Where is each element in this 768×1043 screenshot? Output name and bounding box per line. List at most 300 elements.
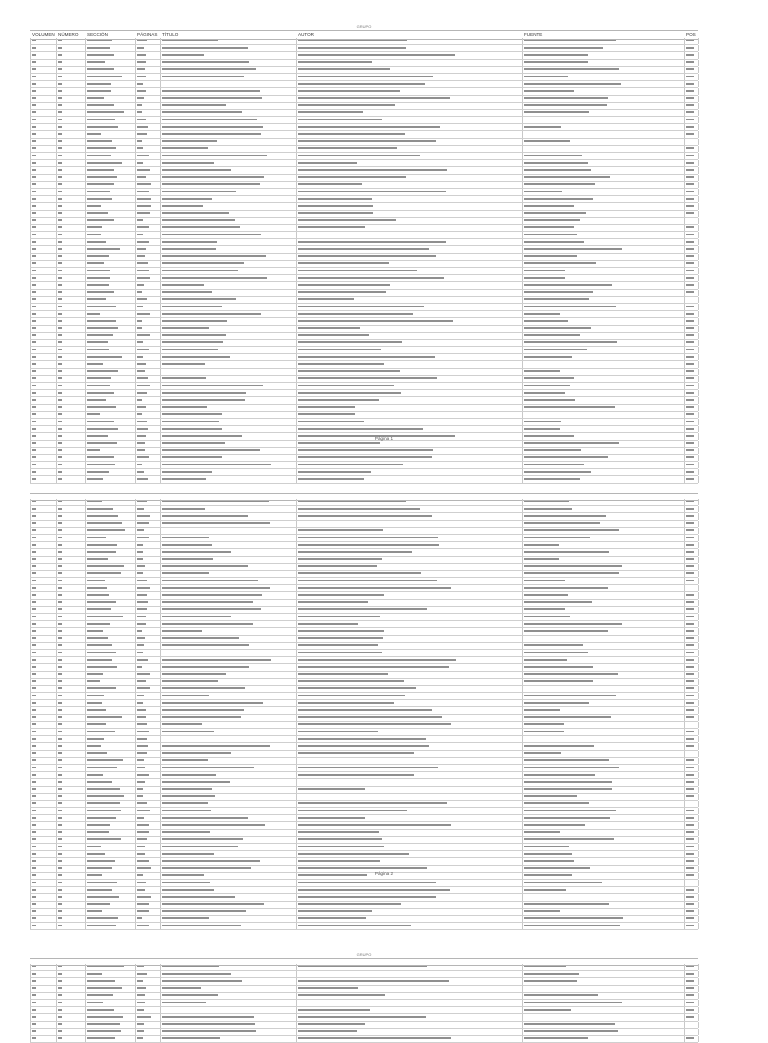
table-cell bbox=[58, 68, 62, 70]
table-cell bbox=[686, 529, 694, 531]
table-cell bbox=[524, 234, 577, 236]
table-cell bbox=[298, 255, 436, 257]
table-cell bbox=[137, 608, 147, 610]
table-cell bbox=[137, 846, 145, 848]
table-row bbox=[30, 318, 698, 325]
table-cell bbox=[32, 349, 36, 351]
table-cell bbox=[87, 795, 124, 797]
table-cell bbox=[162, 987, 201, 989]
table-cell bbox=[137, 334, 150, 336]
table-cell bbox=[32, 587, 36, 589]
table-cell bbox=[686, 817, 694, 819]
table-cell bbox=[298, 580, 437, 582]
table-cell bbox=[58, 882, 62, 884]
table-cell bbox=[524, 515, 606, 517]
table-row bbox=[30, 650, 698, 657]
table-cell bbox=[32, 234, 36, 236]
table-cell bbox=[686, 745, 694, 747]
table-cell bbox=[524, 652, 588, 654]
table-cell bbox=[137, 449, 145, 451]
table-cell bbox=[58, 680, 62, 682]
table-row bbox=[30, 1000, 698, 1007]
table-cell bbox=[137, 860, 149, 862]
table-cell bbox=[686, 277, 694, 279]
table-cell bbox=[524, 449, 581, 451]
table-cell bbox=[298, 774, 414, 776]
table-cell bbox=[686, 630, 694, 632]
table-cell bbox=[162, 925, 241, 927]
table-cell bbox=[87, 709, 106, 711]
table-cell bbox=[32, 262, 36, 264]
table-cell bbox=[137, 810, 150, 812]
table-cell bbox=[137, 83, 143, 85]
table-cell bbox=[686, 270, 694, 272]
table-cell bbox=[32, 702, 36, 704]
table-cell bbox=[524, 723, 564, 725]
table-cell bbox=[87, 471, 109, 473]
table-cell bbox=[298, 270, 417, 272]
table-cell bbox=[137, 248, 146, 250]
table-cell bbox=[87, 1016, 123, 1018]
table-cell bbox=[686, 226, 694, 228]
table-cell bbox=[162, 212, 229, 214]
table-cell bbox=[524, 630, 608, 632]
table-cell bbox=[87, 659, 112, 661]
table-cell bbox=[32, 320, 36, 322]
table-cell bbox=[162, 248, 216, 250]
table-row bbox=[30, 729, 698, 736]
table-cell bbox=[162, 831, 210, 833]
table-row bbox=[30, 376, 698, 383]
table-cell bbox=[298, 284, 390, 286]
table-cell bbox=[87, 90, 111, 92]
table-body bbox=[30, 964, 698, 1043]
table-cell bbox=[524, 219, 580, 221]
table-cell bbox=[137, 262, 148, 264]
table-cell bbox=[298, 219, 396, 221]
table-cell bbox=[298, 205, 373, 207]
table-cell bbox=[298, 695, 405, 697]
table-cell bbox=[162, 140, 217, 142]
table-cell bbox=[32, 608, 36, 610]
table-cell bbox=[58, 284, 62, 286]
table-cell bbox=[87, 370, 118, 372]
table-cell bbox=[298, 68, 390, 70]
table-row bbox=[30, 469, 698, 476]
table-cell bbox=[32, 478, 36, 480]
table-row bbox=[30, 887, 698, 894]
table-cell bbox=[686, 608, 694, 610]
table-cell bbox=[298, 810, 407, 812]
table-row bbox=[30, 686, 698, 693]
table-cell bbox=[298, 752, 414, 754]
table-cell bbox=[162, 456, 222, 458]
table-cell bbox=[298, 413, 355, 415]
table-cell bbox=[137, 565, 145, 567]
table-body bbox=[30, 499, 698, 930]
table-cell bbox=[298, 994, 385, 996]
table-cell bbox=[524, 788, 612, 790]
table-cell bbox=[32, 111, 36, 113]
table-row bbox=[30, 333, 698, 340]
table-cell bbox=[524, 428, 560, 430]
table-cell bbox=[58, 349, 62, 351]
table-cell bbox=[686, 565, 694, 567]
table-row bbox=[30, 369, 698, 376]
table-cell bbox=[686, 637, 694, 639]
table-cell bbox=[686, 580, 694, 582]
table-cell bbox=[524, 111, 589, 113]
table-cell bbox=[32, 824, 36, 826]
table-cell bbox=[87, 413, 100, 415]
table-cell bbox=[87, 616, 123, 618]
table-cell bbox=[162, 501, 269, 503]
table-cell bbox=[32, 709, 36, 711]
table-cell bbox=[686, 767, 694, 769]
table-row bbox=[30, 131, 698, 138]
table-row bbox=[30, 45, 698, 52]
table-cell bbox=[58, 637, 62, 639]
table-cell bbox=[137, 219, 143, 221]
table-cell bbox=[298, 838, 382, 840]
table-cell bbox=[87, 529, 125, 531]
column-header-seccion: SECCIÓN bbox=[87, 32, 108, 37]
table-cell bbox=[32, 738, 36, 740]
table-cell bbox=[137, 973, 147, 975]
table-cell bbox=[162, 630, 202, 632]
table-cell bbox=[87, 349, 109, 351]
table-cell bbox=[686, 987, 694, 989]
table-cell bbox=[58, 248, 62, 250]
table-cell bbox=[58, 169, 62, 171]
table-cell bbox=[524, 716, 611, 718]
table-row bbox=[30, 254, 698, 261]
table-cell bbox=[32, 925, 36, 927]
table-cell bbox=[137, 399, 142, 401]
table-cell bbox=[137, 544, 143, 546]
table-cell bbox=[524, 565, 622, 567]
table-row bbox=[30, 557, 698, 564]
table-cell bbox=[524, 464, 584, 466]
table-cell bbox=[58, 838, 62, 840]
table-cell bbox=[137, 966, 144, 968]
table-cell bbox=[137, 673, 150, 675]
table-cell bbox=[32, 529, 36, 531]
table-cell bbox=[162, 277, 267, 279]
table-cell bbox=[298, 673, 388, 675]
table-cell bbox=[524, 973, 579, 975]
table-cell bbox=[58, 298, 62, 300]
table-cell bbox=[32, 191, 36, 193]
table-cell bbox=[58, 716, 62, 718]
table-cell bbox=[32, 298, 36, 300]
table-cell bbox=[87, 428, 118, 430]
table-cell bbox=[686, 183, 694, 185]
table-cell bbox=[298, 162, 357, 164]
table-cell bbox=[524, 587, 608, 589]
table-cell bbox=[137, 392, 147, 394]
table-cell bbox=[524, 262, 596, 264]
table-cell bbox=[58, 889, 62, 891]
table-row bbox=[30, 196, 698, 203]
table-cell bbox=[87, 501, 102, 503]
table-cell bbox=[137, 802, 147, 804]
table-row bbox=[30, 578, 698, 585]
table-cell bbox=[524, 522, 600, 524]
table-cell bbox=[137, 508, 144, 510]
table-cell bbox=[32, 980, 36, 982]
table-cell bbox=[686, 68, 694, 70]
table-cell bbox=[686, 155, 694, 157]
table-cell bbox=[162, 745, 270, 747]
table-cell bbox=[32, 140, 36, 142]
table-cell bbox=[87, 291, 114, 293]
table-cell bbox=[87, 119, 115, 121]
table-cell bbox=[58, 860, 62, 862]
table-cell bbox=[162, 234, 261, 236]
table-cell bbox=[32, 966, 36, 968]
table-cell bbox=[137, 442, 145, 444]
table-cell bbox=[87, 788, 120, 790]
table-cell bbox=[162, 623, 253, 625]
table-cell bbox=[58, 377, 62, 379]
table-cell bbox=[162, 752, 231, 754]
table-cell bbox=[58, 442, 62, 444]
table-cell bbox=[686, 147, 694, 149]
table-cell bbox=[87, 652, 116, 654]
table-cell bbox=[32, 994, 36, 996]
table-row bbox=[30, 218, 698, 225]
table-cell bbox=[58, 767, 62, 769]
table-cell bbox=[298, 334, 369, 336]
table-row bbox=[30, 715, 698, 722]
table-cell bbox=[686, 126, 694, 128]
table-cell bbox=[58, 966, 62, 968]
table-cell bbox=[686, 515, 694, 517]
table-cell bbox=[58, 399, 62, 401]
table-cell bbox=[298, 680, 404, 682]
table-row bbox=[30, 751, 698, 758]
table-cell bbox=[32, 428, 36, 430]
table-cell bbox=[298, 40, 407, 42]
table-cell bbox=[137, 97, 144, 99]
table-cell bbox=[32, 327, 36, 329]
table-cell bbox=[686, 508, 694, 510]
table-cell bbox=[298, 83, 425, 85]
table-row bbox=[30, 808, 698, 815]
table-cell bbox=[162, 385, 263, 387]
table-cell bbox=[298, 745, 429, 747]
table-cell bbox=[137, 456, 149, 458]
table-cell bbox=[298, 370, 400, 372]
table-row bbox=[30, 390, 698, 397]
table-cell bbox=[524, 76, 568, 78]
table-cell bbox=[87, 234, 101, 236]
table-cell bbox=[32, 1016, 36, 1018]
table-cell bbox=[58, 594, 62, 596]
table-cell bbox=[58, 759, 62, 761]
table-cell bbox=[87, 666, 117, 668]
table-cell bbox=[686, 320, 694, 322]
page-footer-1: Página 1 bbox=[374, 436, 394, 441]
table-cell bbox=[524, 925, 620, 927]
table-cell bbox=[87, 966, 124, 968]
table-cell bbox=[298, 277, 444, 279]
table-row bbox=[30, 993, 698, 1000]
table-row bbox=[30, 397, 698, 404]
table-cell bbox=[137, 1002, 145, 1004]
table-cell bbox=[137, 356, 143, 358]
table-cell bbox=[298, 212, 373, 214]
table-cell bbox=[686, 644, 694, 646]
table-cell bbox=[87, 334, 113, 336]
table-cell bbox=[298, 630, 384, 632]
table-cell bbox=[87, 126, 118, 128]
table-row bbox=[30, 600, 698, 607]
table-cell bbox=[58, 731, 62, 733]
table-cell bbox=[87, 637, 108, 639]
table-cell bbox=[58, 356, 62, 358]
table-cell bbox=[686, 356, 694, 358]
table-cell bbox=[32, 61, 36, 63]
table-cell bbox=[162, 973, 231, 975]
table-cell bbox=[137, 889, 145, 891]
table-cell bbox=[137, 994, 145, 996]
table-cell bbox=[58, 544, 62, 546]
table-cell bbox=[58, 515, 62, 517]
table-cell bbox=[524, 270, 565, 272]
table-cell bbox=[32, 973, 36, 975]
table-cell bbox=[298, 846, 384, 848]
table-cell bbox=[32, 838, 36, 840]
table-cell bbox=[87, 392, 114, 394]
table-row bbox=[30, 103, 698, 110]
table-row bbox=[30, 153, 698, 160]
table-cell bbox=[87, 587, 107, 589]
table-cell bbox=[58, 522, 62, 524]
table-cell bbox=[686, 47, 694, 49]
table-cell bbox=[162, 126, 263, 128]
table-cell bbox=[524, 176, 610, 178]
table-cell bbox=[87, 987, 122, 989]
table-cell bbox=[298, 471, 371, 473]
table-row bbox=[30, 297, 698, 304]
table-cell bbox=[87, 522, 122, 524]
table-cell bbox=[87, 537, 106, 539]
table-cell bbox=[162, 449, 260, 451]
table-row bbox=[30, 232, 698, 239]
table-cell bbox=[58, 90, 62, 92]
table-cell bbox=[137, 788, 143, 790]
table-cell bbox=[162, 162, 214, 164]
table-cell bbox=[58, 212, 62, 214]
table-cell bbox=[58, 133, 62, 135]
table-cell bbox=[87, 846, 101, 848]
table-cell bbox=[162, 616, 231, 618]
table-row bbox=[30, 894, 698, 901]
table-cell bbox=[686, 133, 694, 135]
table-cell bbox=[162, 680, 218, 682]
table-cell bbox=[686, 334, 694, 336]
table-cell bbox=[162, 262, 244, 264]
table-cell bbox=[137, 471, 144, 473]
table-cell bbox=[686, 40, 694, 42]
table-row bbox=[30, 426, 698, 433]
table-cell bbox=[32, 341, 36, 343]
table-cell bbox=[298, 917, 366, 919]
table-row bbox=[30, 1022, 698, 1029]
table-cell bbox=[58, 478, 62, 480]
table-cell bbox=[87, 248, 120, 250]
table-cell bbox=[298, 126, 440, 128]
table-cell bbox=[162, 917, 209, 919]
table-cell bbox=[298, 501, 406, 503]
table-cell bbox=[87, 695, 104, 697]
table-cell bbox=[162, 687, 245, 689]
table-cell bbox=[686, 781, 694, 783]
table-cell bbox=[32, 846, 36, 848]
table-cell bbox=[686, 594, 694, 596]
table-cell bbox=[58, 558, 62, 560]
table-cell bbox=[32, 363, 36, 365]
table-cell bbox=[137, 1009, 144, 1011]
table-cell bbox=[32, 910, 36, 912]
table-cell bbox=[524, 745, 594, 747]
table-cell bbox=[524, 478, 580, 480]
table-row bbox=[30, 1029, 698, 1036]
table-cell bbox=[686, 191, 694, 193]
table-cell bbox=[32, 277, 36, 279]
table-cell bbox=[162, 846, 238, 848]
table-cell bbox=[87, 306, 116, 308]
table-cell bbox=[524, 917, 623, 919]
table-cell bbox=[162, 860, 260, 862]
table-row bbox=[30, 1014, 698, 1021]
table-row bbox=[30, 290, 698, 297]
table-cell bbox=[58, 817, 62, 819]
table-cell bbox=[137, 980, 143, 982]
table-cell bbox=[162, 392, 246, 394]
table-cell bbox=[686, 738, 694, 740]
table-cell bbox=[686, 363, 694, 365]
table-cell bbox=[686, 169, 694, 171]
table-cell bbox=[686, 860, 694, 862]
table-cell bbox=[87, 54, 114, 56]
table-cell bbox=[298, 882, 436, 884]
table-row bbox=[30, 636, 698, 643]
table-cell bbox=[32, 680, 36, 682]
table-cell bbox=[298, 652, 382, 654]
table-cell bbox=[32, 882, 36, 884]
column-header-fuente: FUENTE bbox=[524, 32, 543, 37]
table-cell bbox=[58, 1009, 62, 1011]
table-cell bbox=[524, 97, 608, 99]
table-cell bbox=[32, 162, 36, 164]
table-cell bbox=[58, 587, 62, 589]
table-cell bbox=[524, 183, 595, 185]
column-header-pos: POS bbox=[686, 32, 696, 37]
table-cell bbox=[87, 183, 114, 185]
table-cell bbox=[32, 83, 36, 85]
table-cell bbox=[686, 572, 694, 574]
table-cell bbox=[87, 752, 107, 754]
table-row bbox=[30, 340, 698, 347]
table-cell bbox=[32, 558, 36, 560]
table-cell bbox=[524, 456, 608, 458]
table-cell bbox=[137, 212, 150, 214]
table-cell bbox=[162, 601, 253, 603]
table-cell bbox=[58, 270, 62, 272]
